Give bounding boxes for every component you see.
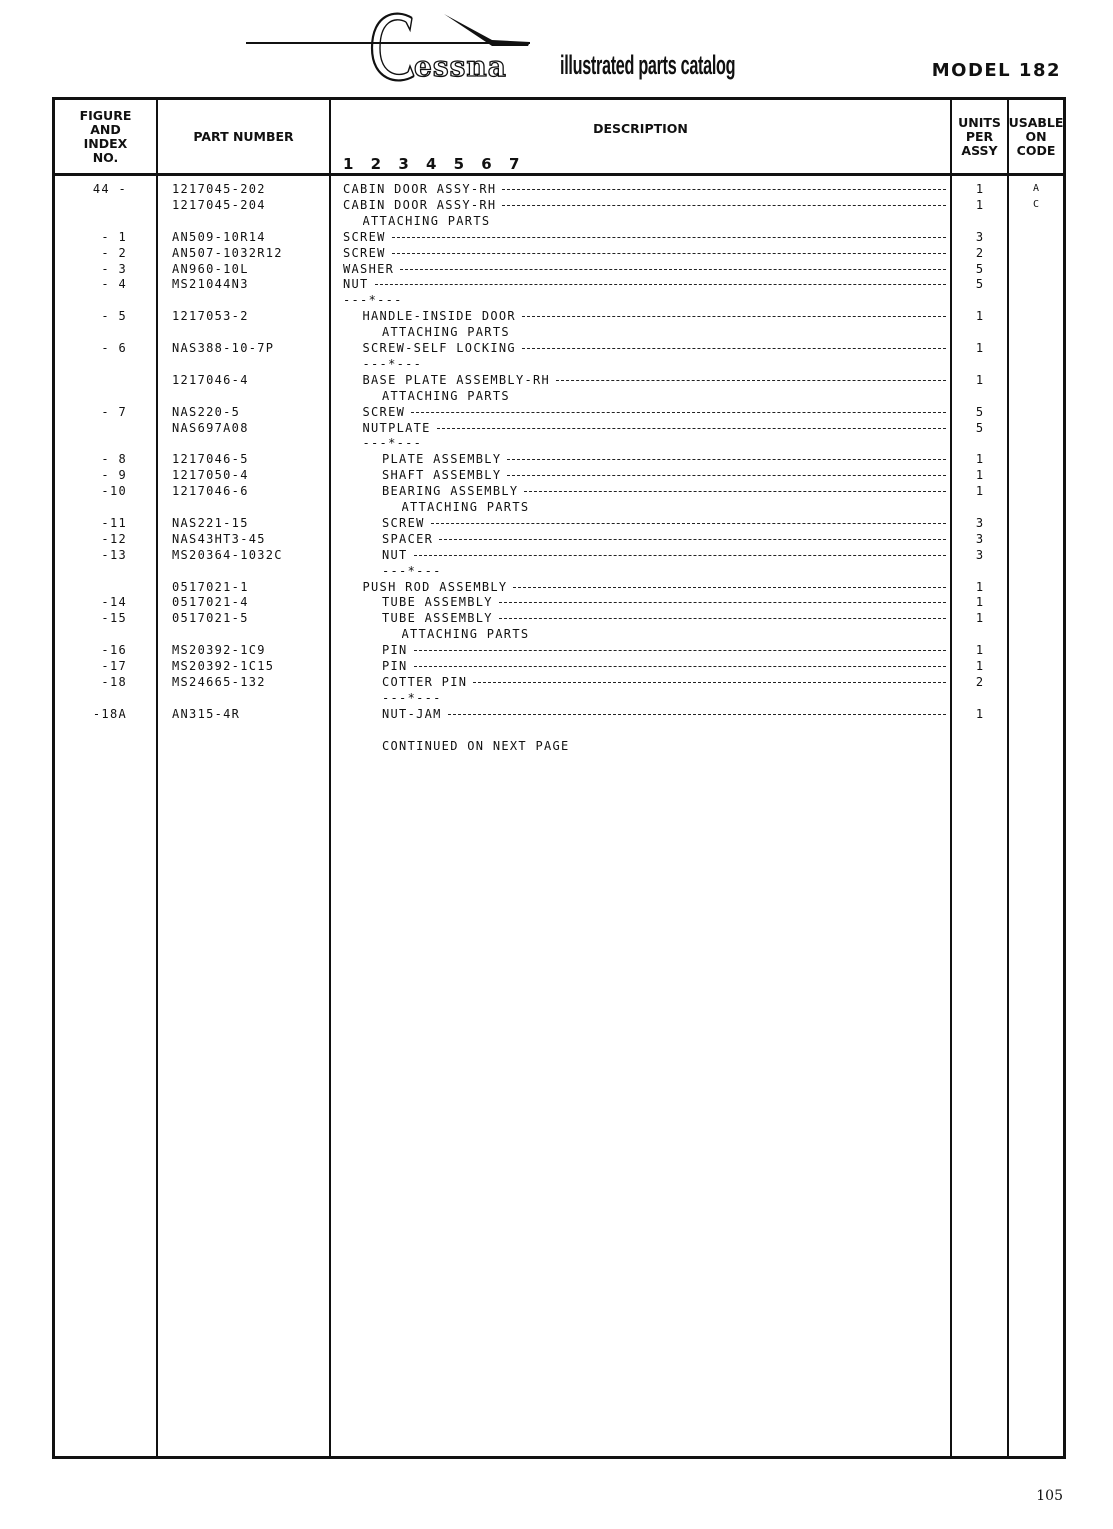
- leader-dashes: [414, 555, 946, 556]
- header-description: DESCRIPTION: [593, 120, 688, 136]
- leader-dashes: [473, 682, 946, 683]
- part-number-cell: MS20364-1032C: [172, 547, 283, 562]
- description-text: SCREW-SELF LOCKING: [362, 341, 516, 355]
- units-cell: 1: [975, 182, 984, 196]
- description-cell: [382, 451, 948, 467]
- page-number: 105: [1036, 1488, 1063, 1504]
- units-cell: 1: [975, 611, 984, 626]
- description-cell: [382, 547, 948, 563]
- table-row: [55, 563, 1063, 579]
- description-text: CONTINUED ON NEXT PAGE: [382, 738, 570, 753]
- leader-dashes: [414, 650, 946, 651]
- description-text: NUT: [343, 277, 369, 292]
- description-cell: [382, 738, 570, 754]
- part-number-cell: NAS388-10-7P: [172, 341, 275, 355]
- part-number-cell: AN509-10R14: [172, 229, 266, 244]
- part-number-cell: MS21044N3: [172, 277, 249, 292]
- table-row: [55, 515, 1063, 531]
- part-number-cell: 0517021-1: [172, 579, 249, 594]
- table-row: [55, 690, 1063, 706]
- part-number-cell: 0517021-5: [172, 611, 249, 626]
- description-text: ATTACHING PARTS: [401, 627, 530, 642]
- description-cell: [343, 245, 948, 261]
- figure-index-cell: -10: [101, 484, 127, 499]
- leader-dashes: [522, 348, 946, 349]
- table-row: [55, 738, 1063, 754]
- description-cell: [382, 610, 948, 626]
- figure-index-cell: -17: [101, 659, 127, 673]
- description-text: ATTACHING PARTS: [382, 388, 510, 403]
- units-cell: 3: [975, 229, 984, 244]
- description-cell: [382, 563, 442, 579]
- table-row: [55, 372, 1063, 388]
- description-text: SCREW: [362, 404, 406, 419]
- leader-dashes: [524, 491, 946, 492]
- description-cell: [363, 356, 423, 372]
- part-number-cell: 1217046-5: [172, 452, 249, 467]
- usable-code-cell: C: [1032, 198, 1040, 210]
- table-row: [55, 340, 1063, 356]
- table-row: [55, 245, 1063, 261]
- description-text: HANDLE-INSIDE DOOR: [362, 309, 516, 324]
- description-cell: [382, 531, 948, 547]
- units-cell: 1: [975, 579, 984, 594]
- description-cell: [402, 626, 530, 642]
- description-cell: [402, 499, 530, 515]
- figure-index-cell: - 5: [101, 309, 127, 324]
- figure-index-cell: - 1: [101, 229, 127, 244]
- description-text: WASHER: [343, 261, 395, 276]
- description-cell: [343, 292, 403, 308]
- table-row: [55, 404, 1063, 420]
- description-text: ATTACHING PARTS: [382, 325, 510, 340]
- leader-dashes: [502, 189, 946, 190]
- description-cell: [363, 404, 949, 420]
- description-text: TUBE ASSEMBLY: [382, 611, 493, 626]
- description-text: BASE PLATE ASSEMBLY-RH: [362, 372, 551, 387]
- part-number-cell: AN960-10L: [172, 261, 249, 276]
- figure-index-cell: 44 -: [92, 182, 127, 196]
- description-text: PLATE ASSEMBLY: [382, 452, 502, 467]
- description-cell: [363, 420, 949, 436]
- leader-dashes: [502, 205, 946, 206]
- model-label: MODEL 182: [931, 60, 1061, 81]
- leader-dashes: [437, 428, 946, 429]
- leader-dashes: [392, 253, 946, 254]
- table-row: [55, 658, 1063, 674]
- leader-dashes: [414, 666, 946, 667]
- leader-dashes: [400, 269, 946, 270]
- part-number-cell: MS20392-1C15: [172, 659, 275, 673]
- units-cell: 1: [975, 643, 984, 658]
- units-cell: 1: [975, 659, 984, 673]
- table-row: [55, 674, 1063, 690]
- units-cell: 5: [975, 261, 984, 276]
- description-text: ---*---: [362, 436, 423, 451]
- description-cell: [382, 324, 510, 340]
- units-cell: 1: [975, 595, 984, 610]
- description-cell: [382, 706, 948, 722]
- description-text: ---*---: [382, 563, 442, 578]
- table-row: [55, 579, 1063, 595]
- description-cell: [382, 674, 948, 690]
- description-text: NUT-JAM: [382, 706, 442, 721]
- leader-dashes: [513, 587, 946, 588]
- description-cell: [363, 372, 949, 388]
- description-text: SPACER: [382, 531, 434, 546]
- figure-index-cell: -12: [101, 531, 127, 546]
- description-text: BEARING ASSEMBLY: [382, 484, 519, 499]
- part-number-cell: 1217050-4: [172, 468, 249, 483]
- units-cell: 1: [975, 197, 984, 212]
- description-text: NUTPLATE: [362, 420, 431, 435]
- units-cell: 1: [975, 484, 984, 499]
- units-cell: 1: [975, 706, 984, 721]
- description-cell: [382, 690, 442, 706]
- description-text: ---*---: [382, 690, 442, 705]
- cessna-logo: [368, 6, 548, 90]
- units-cell: 2: [975, 674, 984, 689]
- description-cell: [382, 515, 948, 531]
- figure-index-cell: - 3: [101, 261, 127, 276]
- part-number-cell: AN315-4R: [172, 706, 241, 721]
- figure-index-cell: - 7: [101, 404, 127, 419]
- part-number-cell: 0517021-4: [172, 595, 249, 610]
- figure-index-cell: - 4: [101, 277, 127, 292]
- table-row: [55, 388, 1063, 404]
- units-cell: 3: [975, 531, 984, 546]
- description-cell: [382, 658, 948, 674]
- header-part-number: PART NUMBER: [193, 128, 294, 144]
- header-usable-on-code: USABLE ON CODE: [1008, 114, 1064, 158]
- leader-dashes: [499, 618, 946, 619]
- description-text: TUBE ASSEMBLY: [382, 595, 493, 610]
- units-cell: 1: [975, 452, 984, 467]
- leader-dashes: [411, 412, 946, 413]
- description-text: NUT: [382, 547, 408, 562]
- description-text: ATTACHING PARTS: [362, 213, 491, 228]
- leader-dashes: [522, 316, 946, 317]
- part-number-cell: AN507-1032R12: [172, 245, 283, 260]
- description-cell: [343, 229, 948, 245]
- logo-wordmark: essna: [414, 50, 507, 83]
- figure-index-cell: - 8: [101, 452, 127, 467]
- table-row: [55, 626, 1063, 642]
- units-cell: 3: [975, 515, 984, 530]
- description-text: ---*---: [362, 356, 423, 371]
- table-row: [55, 642, 1063, 658]
- header-divider: [55, 173, 1063, 176]
- table-row: [55, 276, 1063, 292]
- part-number-cell: NAS43HT3-45: [172, 531, 266, 546]
- part-number-cell: NAS697A08: [172, 420, 249, 435]
- figure-index-cell: -14: [101, 595, 127, 610]
- units-cell: 1: [975, 468, 984, 483]
- description-text: PIN: [382, 659, 408, 673]
- table-row: [55, 722, 1063, 738]
- part-number-cell: 1217046-6: [172, 484, 249, 499]
- table-row: [55, 197, 1063, 213]
- part-number-cell: 1217046-4: [172, 372, 249, 387]
- units-cell: 1: [975, 372, 984, 387]
- units-cell: 3: [975, 547, 984, 562]
- indent-scale: 1 2 3 4 5 6 7: [343, 155, 526, 173]
- table-row: [55, 356, 1063, 372]
- description-text: PUSH ROD ASSEMBLY: [362, 579, 508, 594]
- leader-dashes: [431, 523, 946, 524]
- units-cell: 5: [975, 404, 984, 419]
- catalog-title: illustrated parts catalog: [560, 50, 736, 80]
- part-number-cell: MS24665-132: [172, 674, 266, 689]
- description-cell: [363, 579, 949, 595]
- description-cell: [363, 340, 949, 356]
- units-cell: 5: [975, 420, 984, 435]
- leader-dashes: [448, 714, 946, 715]
- table-row: [55, 706, 1063, 722]
- figure-index-cell: -13: [101, 547, 127, 562]
- description-cell: [363, 435, 423, 451]
- units-cell: 1: [975, 309, 984, 324]
- table-row: [55, 261, 1063, 277]
- leader-dashes: [507, 459, 946, 460]
- description-cell: [363, 308, 949, 324]
- figure-index-cell: -18A: [92, 706, 127, 721]
- description-cell: [382, 594, 948, 610]
- description-text: ---*---: [343, 293, 403, 308]
- description-text: ATTACHING PARTS: [401, 500, 530, 514]
- leader-dashes: [375, 284, 946, 285]
- part-number-cell: 1217053-2: [172, 309, 249, 324]
- units-cell: 2: [975, 245, 984, 260]
- table-row: [55, 483, 1063, 499]
- figure-index-cell: - 6: [101, 341, 127, 355]
- leader-dashes: [439, 539, 946, 540]
- table-row: [55, 308, 1063, 324]
- table-row: [55, 213, 1063, 229]
- description-cell: [343, 261, 948, 277]
- description-cell: [343, 276, 948, 292]
- figure-index-cell: - 9: [101, 468, 127, 483]
- description-cell: [382, 483, 948, 499]
- leader-dashes: [499, 602, 946, 603]
- description-text: SCREW: [382, 515, 425, 530]
- part-number-cell: 1217045-202: [172, 182, 266, 196]
- leader-dashes: [392, 237, 946, 238]
- part-number-cell: NAS220-5: [172, 404, 241, 419]
- description-cell: [343, 181, 948, 197]
- figure-index-cell: -18: [101, 674, 127, 689]
- description-cell: [382, 388, 510, 404]
- table-row: [55, 499, 1063, 515]
- table-row: [55, 435, 1063, 451]
- description-text: CABIN DOOR ASSY-RH: [343, 182, 497, 196]
- description-text: PIN: [382, 643, 408, 658]
- description-text: SCREW: [343, 229, 386, 244]
- usable-code-cell: A: [1032, 183, 1040, 194]
- table-row: [55, 610, 1063, 626]
- table-row: [55, 594, 1063, 610]
- description-cell: [343, 197, 948, 213]
- description-cell: [382, 642, 948, 658]
- description-text: SHAFT ASSEMBLY: [382, 468, 502, 483]
- header-units-per-assy: UNITS PER ASSY: [958, 114, 1001, 158]
- description-text: CABIN DOOR ASSY-RH: [343, 197, 497, 212]
- table-row: [55, 451, 1063, 467]
- units-cell: 5: [975, 277, 984, 292]
- description-cell: [382, 467, 948, 483]
- part-number-cell: NAS221-15: [172, 515, 249, 530]
- figure-index-cell: -16: [101, 643, 127, 658]
- header-figure-index: FIGURE AND INDEX NO.: [79, 107, 132, 165]
- leader-dashes: [507, 475, 946, 476]
- table-row: [55, 181, 1063, 197]
- table-row: [55, 229, 1063, 245]
- part-number-cell: MS20392-1C9: [172, 643, 266, 658]
- units-cell: 1: [975, 341, 984, 355]
- table-row: [55, 547, 1063, 563]
- figure-index-cell: -11: [101, 515, 127, 530]
- figure-index-cell: - 2: [101, 245, 127, 260]
- description-text: COTTER PIN: [382, 674, 468, 689]
- parts-table: [52, 97, 1066, 1459]
- table-row: [55, 467, 1063, 483]
- table-row: [55, 531, 1063, 547]
- description-text: SCREW: [343, 245, 386, 260]
- table-row: [55, 420, 1063, 436]
- table-row: [55, 324, 1063, 340]
- part-number-cell: 1217045-204: [172, 197, 266, 212]
- description-cell: [363, 213, 491, 229]
- figure-index-cell: -15: [101, 611, 127, 626]
- leader-dashes: [556, 380, 946, 381]
- table-row: [55, 292, 1063, 308]
